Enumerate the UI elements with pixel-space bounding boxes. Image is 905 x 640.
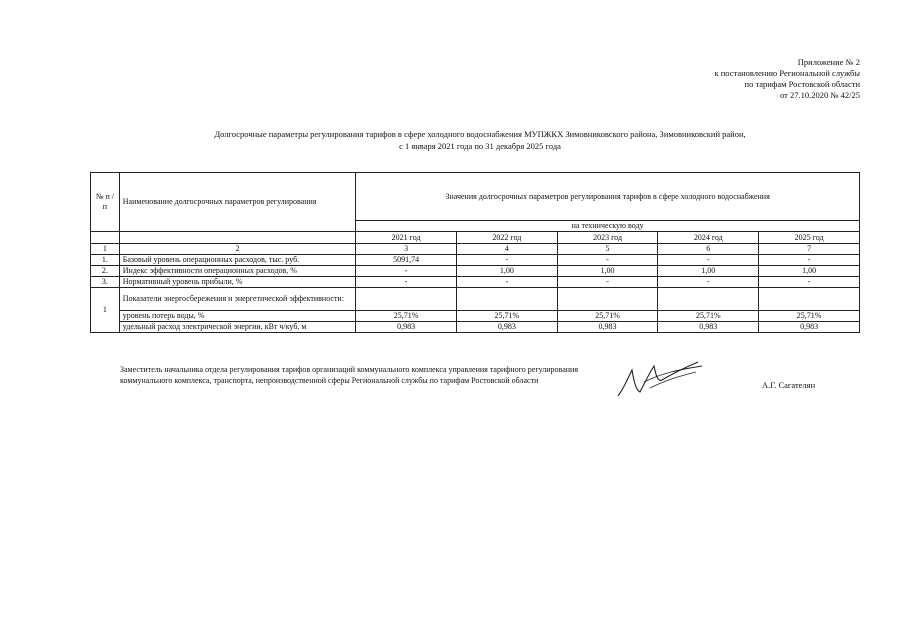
row-value: - (356, 266, 457, 277)
year-cell: 2024 год (658, 232, 759, 244)
energy-row-number: 1 (91, 288, 120, 333)
row-value: 25,71% (658, 311, 759, 322)
column-number: 5 (557, 244, 658, 255)
row-value: - (557, 277, 658, 288)
empty-cell (759, 288, 860, 311)
row-value: - (658, 277, 759, 288)
row-name: Индекс эффективности операционных расходов, % (119, 266, 355, 277)
table-row (91, 322, 860, 333)
row-number: 3. (91, 277, 120, 288)
column-number: 1 (91, 244, 120, 255)
document-title (100, 128, 860, 152)
table-row (91, 266, 860, 277)
table-row (91, 277, 860, 288)
row-value: 1,00 (456, 266, 557, 277)
row-value: 5091,74 (356, 255, 457, 266)
row-value: 25,71% (759, 311, 860, 322)
year-cell: 2025 год (759, 232, 860, 244)
empty-cell (557, 288, 658, 311)
table-header-row (91, 173, 860, 221)
row-name: Базовый уровень операционных расходов, тыс. руб. (119, 255, 355, 266)
row-value: 0,983 (658, 322, 759, 333)
year-cell: 2021 год (356, 232, 457, 244)
row-number: 2. (91, 266, 120, 277)
column-number: 2 (119, 244, 355, 255)
row-value: - (759, 255, 860, 266)
row-value: - (456, 277, 557, 288)
values-subheader: на техническую воду (356, 221, 860, 232)
row-value: 0,983 (557, 322, 658, 333)
empty-cell (456, 288, 557, 311)
row-value: 0,983 (456, 322, 557, 333)
table-row (91, 311, 860, 322)
energy-title: Показатели энергосбережения и энергетической эффективности: (119, 288, 355, 311)
parameters-table (90, 172, 860, 333)
years-row (91, 232, 860, 244)
appendix-line-3: по тарифам Ростовской области (744, 79, 860, 89)
years-empty-name (119, 232, 355, 244)
signer-position: Заместитель начальника отдела регулирования тарифов организаций коммунального комплекса управления тарифного регулирования коммунального комплекса, транспорта, непроизводственной сферы Региональной службы по тарифам Ростовской области (120, 365, 579, 385)
column-number: 4 (456, 244, 557, 255)
row-value: - (456, 255, 557, 266)
row-value: 25,71% (356, 311, 457, 322)
row-value: - (759, 277, 860, 288)
table-row (91, 255, 860, 266)
row-value: 0,983 (356, 322, 457, 333)
row-value: 25,71% (456, 311, 557, 322)
year-cell: 2022 год (456, 232, 557, 244)
empty-cell (356, 288, 457, 311)
appendix-line-4: от 27.10.2020 № 42/25 (780, 90, 860, 100)
row-value: 1,00 (759, 266, 860, 277)
row-name: Нормативный уровень прибыли, % (119, 277, 355, 288)
title-line-1: Долгосрочные параметры регулирования тарифов в сфере холодного водоснабжения МУПЖКХ Зимовниковского района, Зимовниковский район, (214, 129, 746, 139)
column-number: 6 (658, 244, 759, 255)
row-value: - (356, 277, 457, 288)
handwritten-signature (610, 352, 710, 402)
row-name: удельный расход электрической энергии, кВт ч/куб. м (119, 322, 355, 333)
appendix-line-1: Приложение № 2 (797, 57, 860, 67)
year-cell: 2023 год (557, 232, 658, 244)
signer-name: А.Г. Сагателян (762, 380, 816, 390)
values-header: Значения долгосрочных параметров регулирования тарифов в сфере холодного водоснабжения (356, 173, 860, 221)
row-name: уровень потерь воды, % (119, 311, 355, 322)
row-value: - (658, 255, 759, 266)
row-number: 1. (91, 255, 120, 266)
column-number: 7 (759, 244, 860, 255)
column-number: 3 (356, 244, 457, 255)
row-value: - (557, 255, 658, 266)
name-header: Наименование долгосрочных параметров регулирования (119, 173, 355, 232)
appendix-header (600, 57, 860, 101)
column-numbers-row (91, 244, 860, 255)
energy-title-row (91, 288, 860, 311)
empty-cell (658, 288, 759, 311)
row-value: 1,00 (658, 266, 759, 277)
row-value: 25,71% (557, 311, 658, 322)
appendix-line-2: к постановлению Региональной службы (714, 68, 860, 78)
row-value: 0,983 (759, 322, 860, 333)
title-line-2: с 1 января 2021 года по 31 декабря 2025 года (399, 141, 561, 151)
years-empty-num (91, 232, 120, 244)
num-header: № п /п (91, 173, 120, 232)
row-value: 1,00 (557, 266, 658, 277)
